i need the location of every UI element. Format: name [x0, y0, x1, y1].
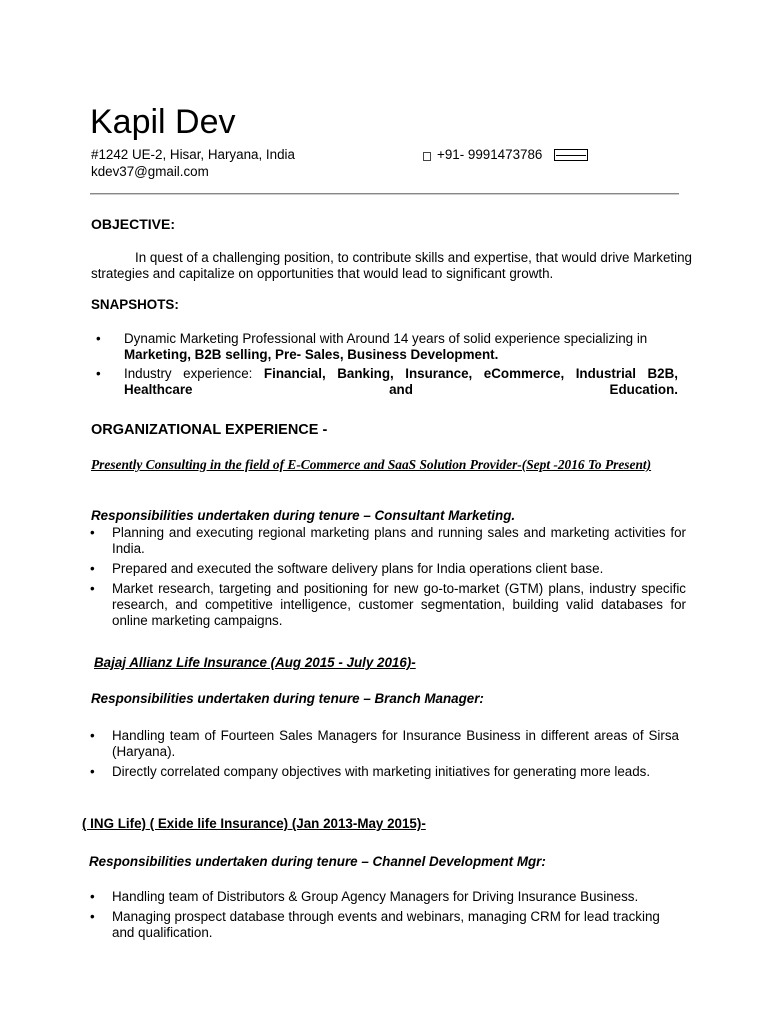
list-item [90, 764, 679, 780]
current-role: Responsibilities undertaken during tenure – Consultant Marketing. [91, 508, 516, 523]
objective-text-content: In quest of a challenging position, to contribute skills and expertise, that would drive Marketing strategies and capitalize on opportunities that would lead to significant growth. [91, 250, 692, 281]
objective-text [91, 250, 692, 282]
bullet-icon: • [90, 728, 95, 743]
duty-text: Handling team of Distributors & Group Agency Managers for Driving Insurance Business. [112, 889, 639, 904]
bullet-icon: • [90, 561, 95, 576]
duty-text: Prepared and executed the software delivery plans for India operations client base. [112, 561, 604, 576]
header-divider [90, 193, 679, 194]
experience-heading: ORGANIZATIONAL EXPERIENCE - [91, 422, 328, 438]
duty-text: Handling team of Fourteen Sales Managers for Insurance Business in different areas of Sirsa (Haryana). [112, 728, 679, 759]
bullet-icon: • [90, 581, 95, 596]
bullet-icon: • [90, 889, 95, 904]
current-position-title: Presently Consulting in the field of E-Commerce and SaaS Solution Provider-(Sept -2016 To Present) [91, 457, 652, 472]
list-item [96, 366, 678, 398]
duty-text: Planning and executing regional marketing plans and running sales and marketing activities for India. [112, 525, 686, 556]
snapshots-list [96, 331, 678, 398]
duty-text: Managing prospect database through events and webinars, managing CRM for lead tracking and qualification. [112, 909, 660, 940]
ing-duties-list [90, 889, 679, 945]
bullet-icon: • [96, 366, 101, 381]
current-duties-list [90, 525, 686, 633]
phone-icon [423, 152, 431, 161]
bullet-icon: • [90, 764, 95, 779]
snapshots-heading: SNAPSHOTS: [91, 297, 179, 312]
email-address: kdev37@gmail.com [91, 164, 209, 179]
bullet-icon: • [90, 525, 95, 540]
snapshot-text: Industry experience: [124, 366, 264, 381]
bajaj-title: Bajaj Allianz Life Insurance (Aug 2015 - July 2016)- [94, 655, 416, 670]
list-item [90, 525, 686, 557]
bullet-icon: • [90, 909, 95, 924]
list-item [90, 909, 679, 941]
envelope-icon [554, 149, 588, 161]
list-item [96, 331, 678, 363]
address: #1242 UE-2, Hisar, Haryana, India [91, 147, 295, 162]
duty-text: Directly correlated company objectives with marketing initiatives for generating more leads. [112, 764, 651, 779]
candidate-name: Kapil Dev [90, 103, 236, 141]
phone-number: +91- 9991473786 [437, 147, 543, 162]
ing-role: Responsibilities undertaken during tenure – Channel Development Mgr: [89, 854, 546, 869]
snapshot-bold: Financial, Banking, Insurance, eCommerce, Industrial B2B, Healthcare and Education. [124, 366, 678, 397]
bajaj-role: Responsibilities undertaken during tenure – Branch Manager: [91, 691, 484, 706]
objective-heading: OBJECTIVE: [91, 216, 176, 232]
bullet-icon: • [96, 331, 101, 346]
bajaj-duties-list [90, 728, 679, 784]
list-item [90, 581, 686, 629]
list-item [90, 561, 686, 577]
duty-text: Market research, targeting and positioning for new go-to-market (GTM) plans, industry specific research, and competitive intelligence, customer segmentation, building valid databases for online marketing campaigns. [112, 581, 686, 628]
list-item [90, 889, 679, 905]
snapshot-text: Dynamic Marketing Professional with Around 14 years of solid experience specializing in [124, 331, 648, 346]
list-item [90, 728, 679, 760]
snapshot-bold: Marketing, B2B selling, Pre- Sales, Business Development. [124, 347, 499, 362]
phone-block [423, 147, 588, 163]
ing-title: ( ING Life) ( Exide life Insurance) (Jan 2013-May 2015)- [82, 816, 426, 831]
